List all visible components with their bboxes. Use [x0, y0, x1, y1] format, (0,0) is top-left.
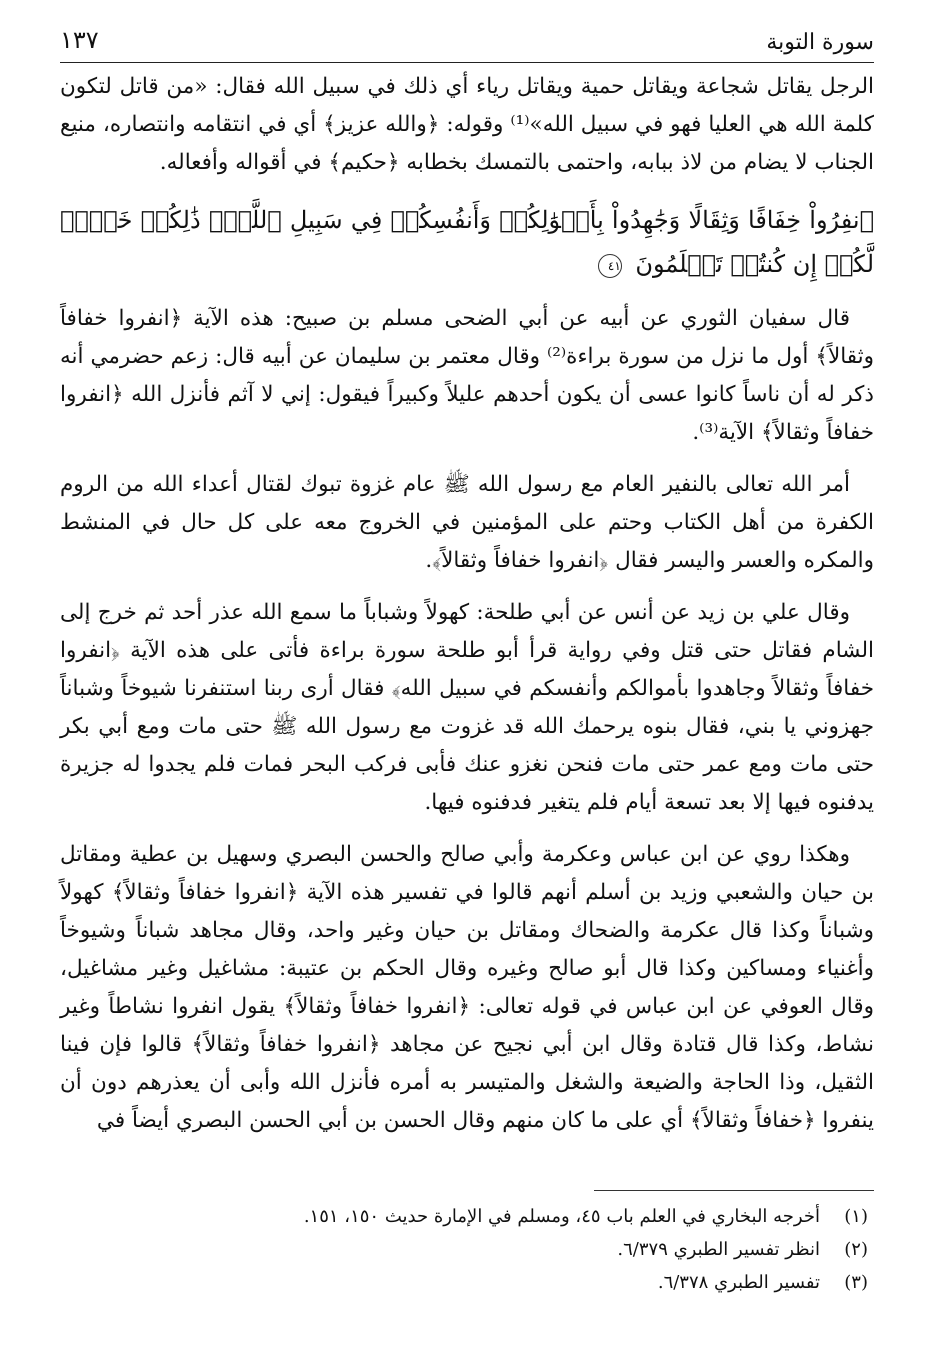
paragraph-gap	[60, 580, 874, 594]
surah-title: سورة التوبة	[766, 30, 874, 55]
paragraph-gap	[60, 452, 874, 466]
paragraph-3: وقال علي بن زيد عن أنس عن أبي طلحة: كهولاً وشباباً ما سمع الله عذر أحد ثم خرج إلى الشام فقاتل حتى قتل وفي رواية قرأ أبو طلحة سورة براءة فأتى على هذه الآية ﴿انفروا خفافاً وثقالاً وجاهدوا بأموالكم وأنفسكم في سبيل الله﴾ فقال أرى ربنا استنفرنا شيوخاً وشباناً جهزوني يا بني، فقال بنوه يرحمك الله قد غزوت مع رسول الله ﷺ حتى مات ومع أبي بكر حتى مات ومع عمر حتى مات فنحن نغزو عنك فأبى فركب البحر فمات فلم يجدوا له جزيرة يدفنوه فيها إلا بعد تسعة أيام فلم يتغير فدفنوه فيها.	[60, 600, 874, 815]
paragraph-4: وهكذا روي عن ابن عباس وعكرمة وأبي صالح والحسن البصري وسهيل بن عطية ومقاتل بن حيان والشعبي وزيد بن أسلم أنهم قالوا في تفسير هذه الآية ﴿انفروا خفافاً وثقالاً﴾ كهولاً وشباناً وكذا قال عكرمة والضحاك ومقاتل بن حيان وغير واحد، وقال مجاهد شباناً وشيوخاً وأغنياء ومساكين وكذا قال أبو صالح وغيره وقال الحكم بن عتيبة: مشاغيل وغير مشاغيل، وقال العوفي عن ابن عباس في قوله تعالى: ﴿انفروا خفافاً وثقالاً﴾ يقول انفروا نشاطاً وغير نشاط، وكذا قال قتادة وقال ابن أبي نجيح عن مجاهد ﴿انفروا خفافاً وثقالاً﴾ قالوا فإن فينا الثقيل، وذا الحاجة والضيعة والشغل والمتيسر به أمره فأنزل الله وأبى أن يعذرهم دون أن ينفروا ﴿خفافاً وثقالاً﴾ أي على ما كان منهم وقال الحسن بن أبي الحسن البصري أيضاً في	[60, 842, 874, 1133]
page-body	[60, 68, 874, 1140]
footnote-text: أخرجه البخاري في العلم باب ٤٥، ومسلم في الإمارة حديث ١٥٠، ١٥١.	[303, 1206, 820, 1227]
footnote-number: (٢)	[844, 1239, 868, 1260]
footnote-text: تفسير الطبري ٦/٣٧٨.	[657, 1272, 820, 1293]
aya-number-marker: ٤١	[598, 254, 622, 278]
footnote-item	[60, 1200, 868, 1233]
paragraph-1: قال سفيان الثوري عن أبيه عن أبي الضحى مسلم بن صبيح: هذه الآية ﴿انفروا خفافاً وثقالاً﴾ أول ما نزل من سورة براءة⁽²⁾ وقال معتمر بن سليمان عن أبيه قال: زعم حضرمي أنه ذكر له أن ناساً كانوا عسى أن يكون أحدهم عليلاً وكبيراً فيقول: إني لا آثم فأنزل الله ﴿انفروا خفافاً وثقالاً﴾ الآية⁽³⁾.	[60, 306, 874, 445]
footnote-number: (٣)	[844, 1272, 868, 1293]
page-number: ١٣٧	[60, 26, 99, 54]
paragraph-continuation: الرجل يقاتل شجاعة ويقاتل حمية ويقاتل رياء أي ذلك في سبيل الله فقال: «من قاتل لتكون كلمة الله هي العليا فهو في سبيل الله»⁽¹⁾ وقوله: ﴿والله عزيز﴾ أي في انتقامه وانتصاره، منيع الجناب لا يضام من لاذ ببابه، واحتمى بالتمسك بخطابه ﴿حكيم﴾ في أقواله وأفعاله.	[60, 74, 874, 175]
footnote-number: (١)	[844, 1206, 868, 1227]
footnote-item	[60, 1233, 868, 1266]
footnote-item	[60, 1266, 868, 1299]
footnote-text: انظر تفسير الطبري ٦/٣٧٩.	[617, 1239, 820, 1260]
footnote-divider	[594, 1190, 874, 1191]
quran-verse	[60, 198, 874, 286]
paragraph-2: أمر الله تعالى بالنفير العام مع رسول الله ﷺ عام غزوة تبوك لقتال أعداء الله من الروم الكفرة من أهل الكتاب وحتم على المؤمنين في الخروج معه على كل حال في المنشط والمكره والعسر واليسر فقال ﴿انفروا خفافاً وثقالاً﴾.	[60, 472, 874, 573]
page-header	[60, 22, 874, 63]
footnotes	[60, 1200, 868, 1299]
paragraph-gap	[60, 822, 874, 836]
verse-text: ٱنفِرُواْ خِفَافًا وَثِقَالًا وَجَٰهِدُواْ بِأَمۡوَٰلِكُمۡ وَأَنفُسِكُمۡ فِي سَبِيلِ ٱللَّهِۚ ذَٰلِكُمۡ خَيۡرٞ لَّكُمۡ إِن كُنتُمۡ تَعۡلَمُونَ	[60, 206, 874, 278]
